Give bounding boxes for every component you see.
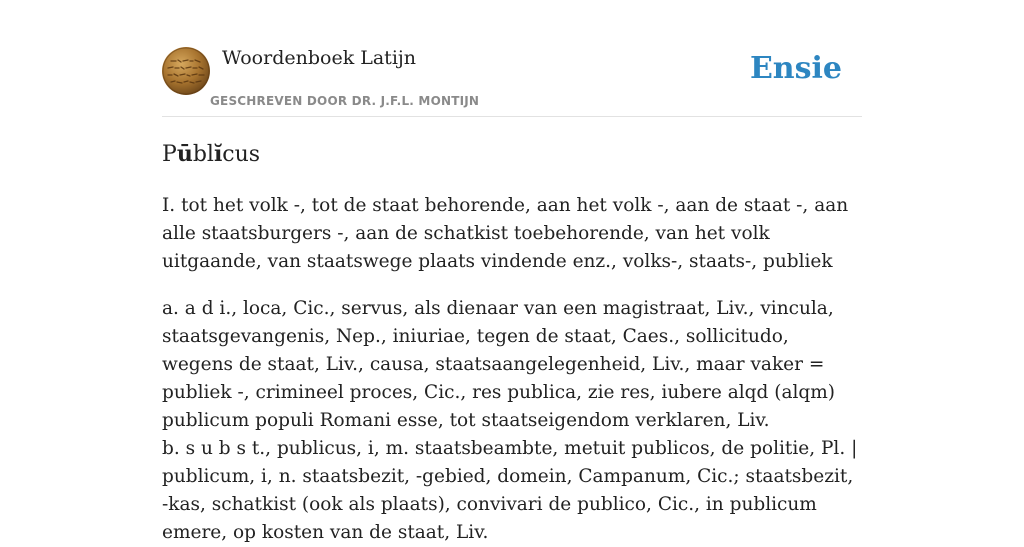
definition-paragraph: I. tot het volk -, tot de staat behorende, aan het volk -, aan de staat -, aan alle staatsburgers -, aan de schatkist toebehorende, van het volk uitgaande, van staatswege plaats vindende enz., volks-, staats-, publiek [162,195,849,272]
entry-content [162,192,862,547]
book-title[interactable]: Woordenboek Latijn [222,47,417,69]
entry-title-part: ū [176,141,193,167]
header [162,0,862,117]
coin-inscription-icon[interactable] [162,47,210,95]
entry-title-part: P [162,142,177,167]
entry-title [162,141,260,167]
definition-section-b: b. s u b s t., publicus, i, m. staatsbeambte, metuit publicos, de politie, Pl. | publicum, i, n. staatsbezit, -gebied, domein, Campanum, Cic.; staatsbezit, -kas, schatkist (ook als plaats), convivari de publico, Cic., in publicum emere, op kosten van de staat, Liv. [162,438,858,543]
entry-title-part: cus [222,142,261,167]
brand-logo[interactable]: Ensie [749,51,842,86]
definition-section-a: a. a d i., loca, Cic., servus, als dienaar van een magistraat, Liv., vincula, staatsgevangenis, Nep., iniuriae, tegen de staat, Caes., sollicitudo, wegens de staat, Liv., causa, staatsaangelegenheid, Liv., maar vaker = publiek -, crimineel proces, Cic., res publica, zie res, iubere alqd (alqm) publicum populi Romani esse, tot staatseigendom verklaren, Liv. [162,298,836,431]
page [162,0,862,543]
entry-title-part: bl [192,142,214,167]
entry-title-part: ĭ [213,141,223,167]
author-byline[interactable]: GESCHREVEN DOOR DR. J.F.L. MONTIJN [210,94,480,108]
